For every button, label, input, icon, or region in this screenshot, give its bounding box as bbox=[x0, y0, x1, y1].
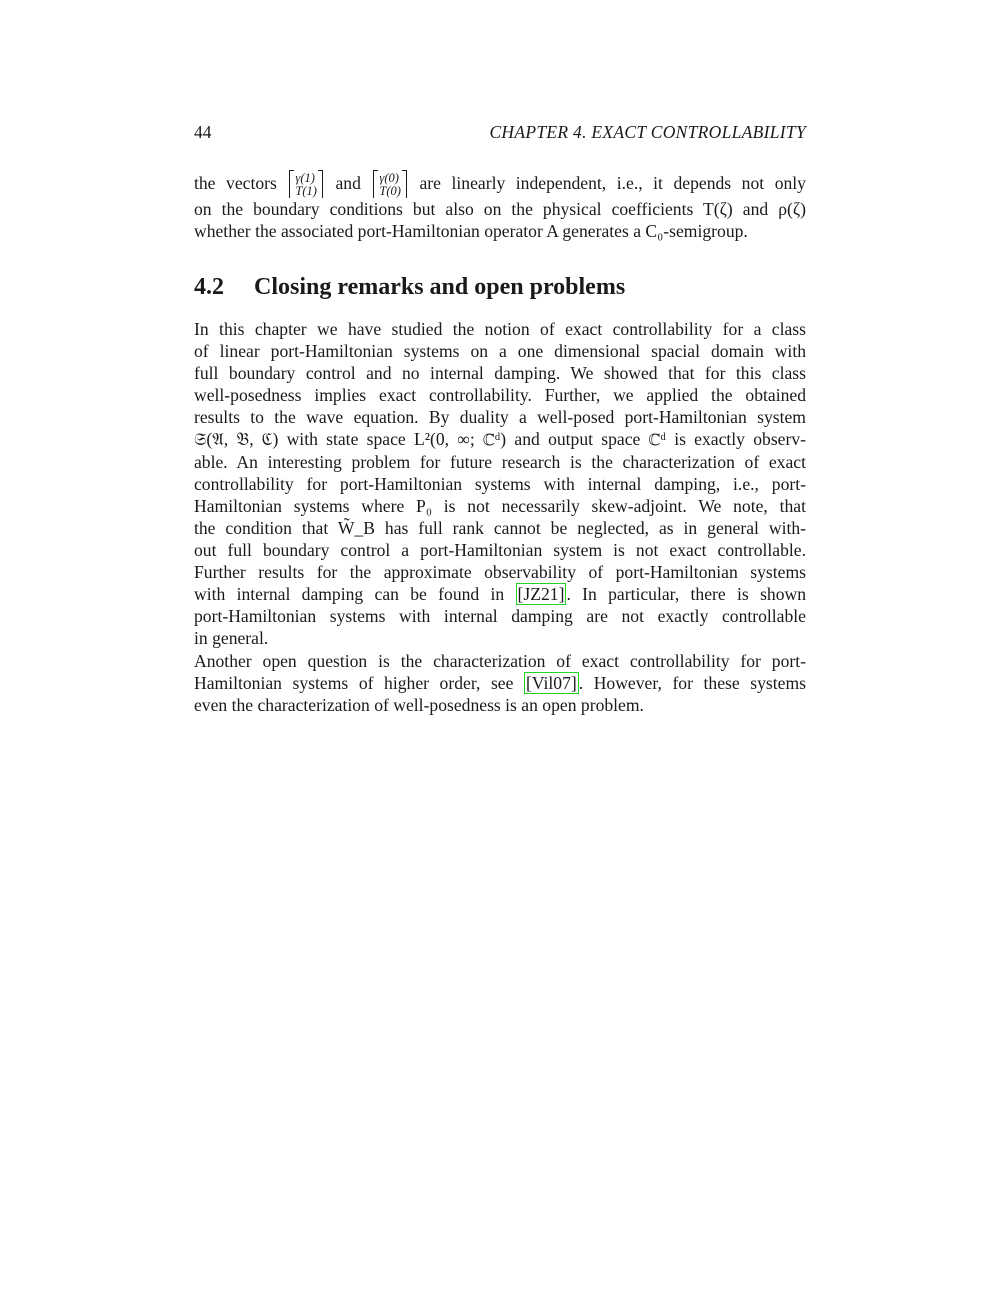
closing-remarks-paragraph bbox=[194, 318, 806, 649]
section-title: Closing remarks and open problems bbox=[254, 274, 626, 300]
para1-line: out full boundary control a port-Hamiltonian system is not exact controllable. bbox=[194, 539, 806, 560]
para1-line: able. An interesting problem for future research is the characterization of exact bbox=[194, 451, 806, 472]
para1-line: 𝔖(𝔄, 𝔅, ℭ) with state space L²(0, ∞; ℂᵈ) and output space ℂᵈ is exactly observ- bbox=[194, 429, 806, 450]
running-head: CHAPTER 4. EXACT CONTROLLABILITY bbox=[489, 122, 806, 142]
intro-line-2: on the boundary conditions but also on the physical coefficients T(ζ) and ρ(ζ) bbox=[194, 199, 806, 219]
vec1-top: γ(1) bbox=[295, 170, 315, 185]
vec1-bottom: T(1) bbox=[295, 183, 317, 198]
open-question-paragraph bbox=[194, 650, 806, 716]
intro-line-1 bbox=[194, 168, 806, 198]
para1-line: the condition that W̃_B has full rank cannot be neglected, as in general with- bbox=[194, 517, 806, 538]
para1-line: controllability for port-Hamiltonian systems with internal damping, i.e., port- bbox=[194, 473, 806, 494]
section-number: 4.2 bbox=[194, 274, 224, 300]
intro-text-a: the vectors bbox=[194, 173, 277, 193]
para1-line: well-posedness implies exact controllability. Further, we applied the obtained bbox=[194, 385, 806, 406]
vector-at-zero bbox=[373, 172, 407, 198]
para1-line: Further results for the approximate observability of port-Hamiltonian systems bbox=[194, 562, 806, 583]
vector-at-one bbox=[289, 172, 323, 198]
citation-link[interactable]: [JZ21] bbox=[517, 584, 565, 605]
vec2-top: γ(0) bbox=[379, 170, 399, 185]
intro-line-3: whether the associated port-Hamiltonian operator A generates a C₀-semigroup. bbox=[194, 221, 748, 242]
page-header bbox=[194, 120, 806, 144]
para2-line-with-citation: Hamiltonian systems of higher order, see [Vil07] . However, for these systems bbox=[194, 673, 806, 694]
para1-line-with-citation: with internal damping can be found in [JZ21] . In particular, there is shown bbox=[194, 584, 806, 605]
intro-paragraph bbox=[194, 168, 806, 242]
para1-line: In this chapter we have studied the notion of exact controllability for a class bbox=[194, 319, 806, 339]
para1-line: of linear port-Hamiltonian systems on a one dimensional spacial domain with bbox=[194, 341, 806, 362]
para1-line: results to the wave equation. By duality a well-posed port-Hamiltonian system bbox=[194, 407, 806, 428]
intro-text-b: and bbox=[335, 173, 361, 193]
para1-line: port-Hamiltonian systems with internal damping are not exactly controllable bbox=[194, 606, 806, 627]
vec2-bottom: T(0) bbox=[379, 183, 401, 198]
para1-line: Hamiltonian systems where P₀ is not necessarily skew-adjoint. We note, that bbox=[194, 495, 806, 516]
para2-line: Another open question is the characterization of exact controllability for port- bbox=[194, 651, 806, 671]
page-number: 44 bbox=[194, 122, 212, 142]
para1-line: in general. bbox=[194, 628, 269, 649]
section-heading bbox=[194, 272, 625, 302]
intro-text-c: are linearly independent, i.e., it depends not only bbox=[419, 173, 806, 193]
citation-link[interactable]: [Vil07] bbox=[525, 673, 577, 694]
para1-line: full boundary control and no internal damping. We showed that for this class bbox=[194, 363, 806, 384]
para2-line: even the characterization of well-posedness is an open problem. bbox=[194, 695, 644, 716]
